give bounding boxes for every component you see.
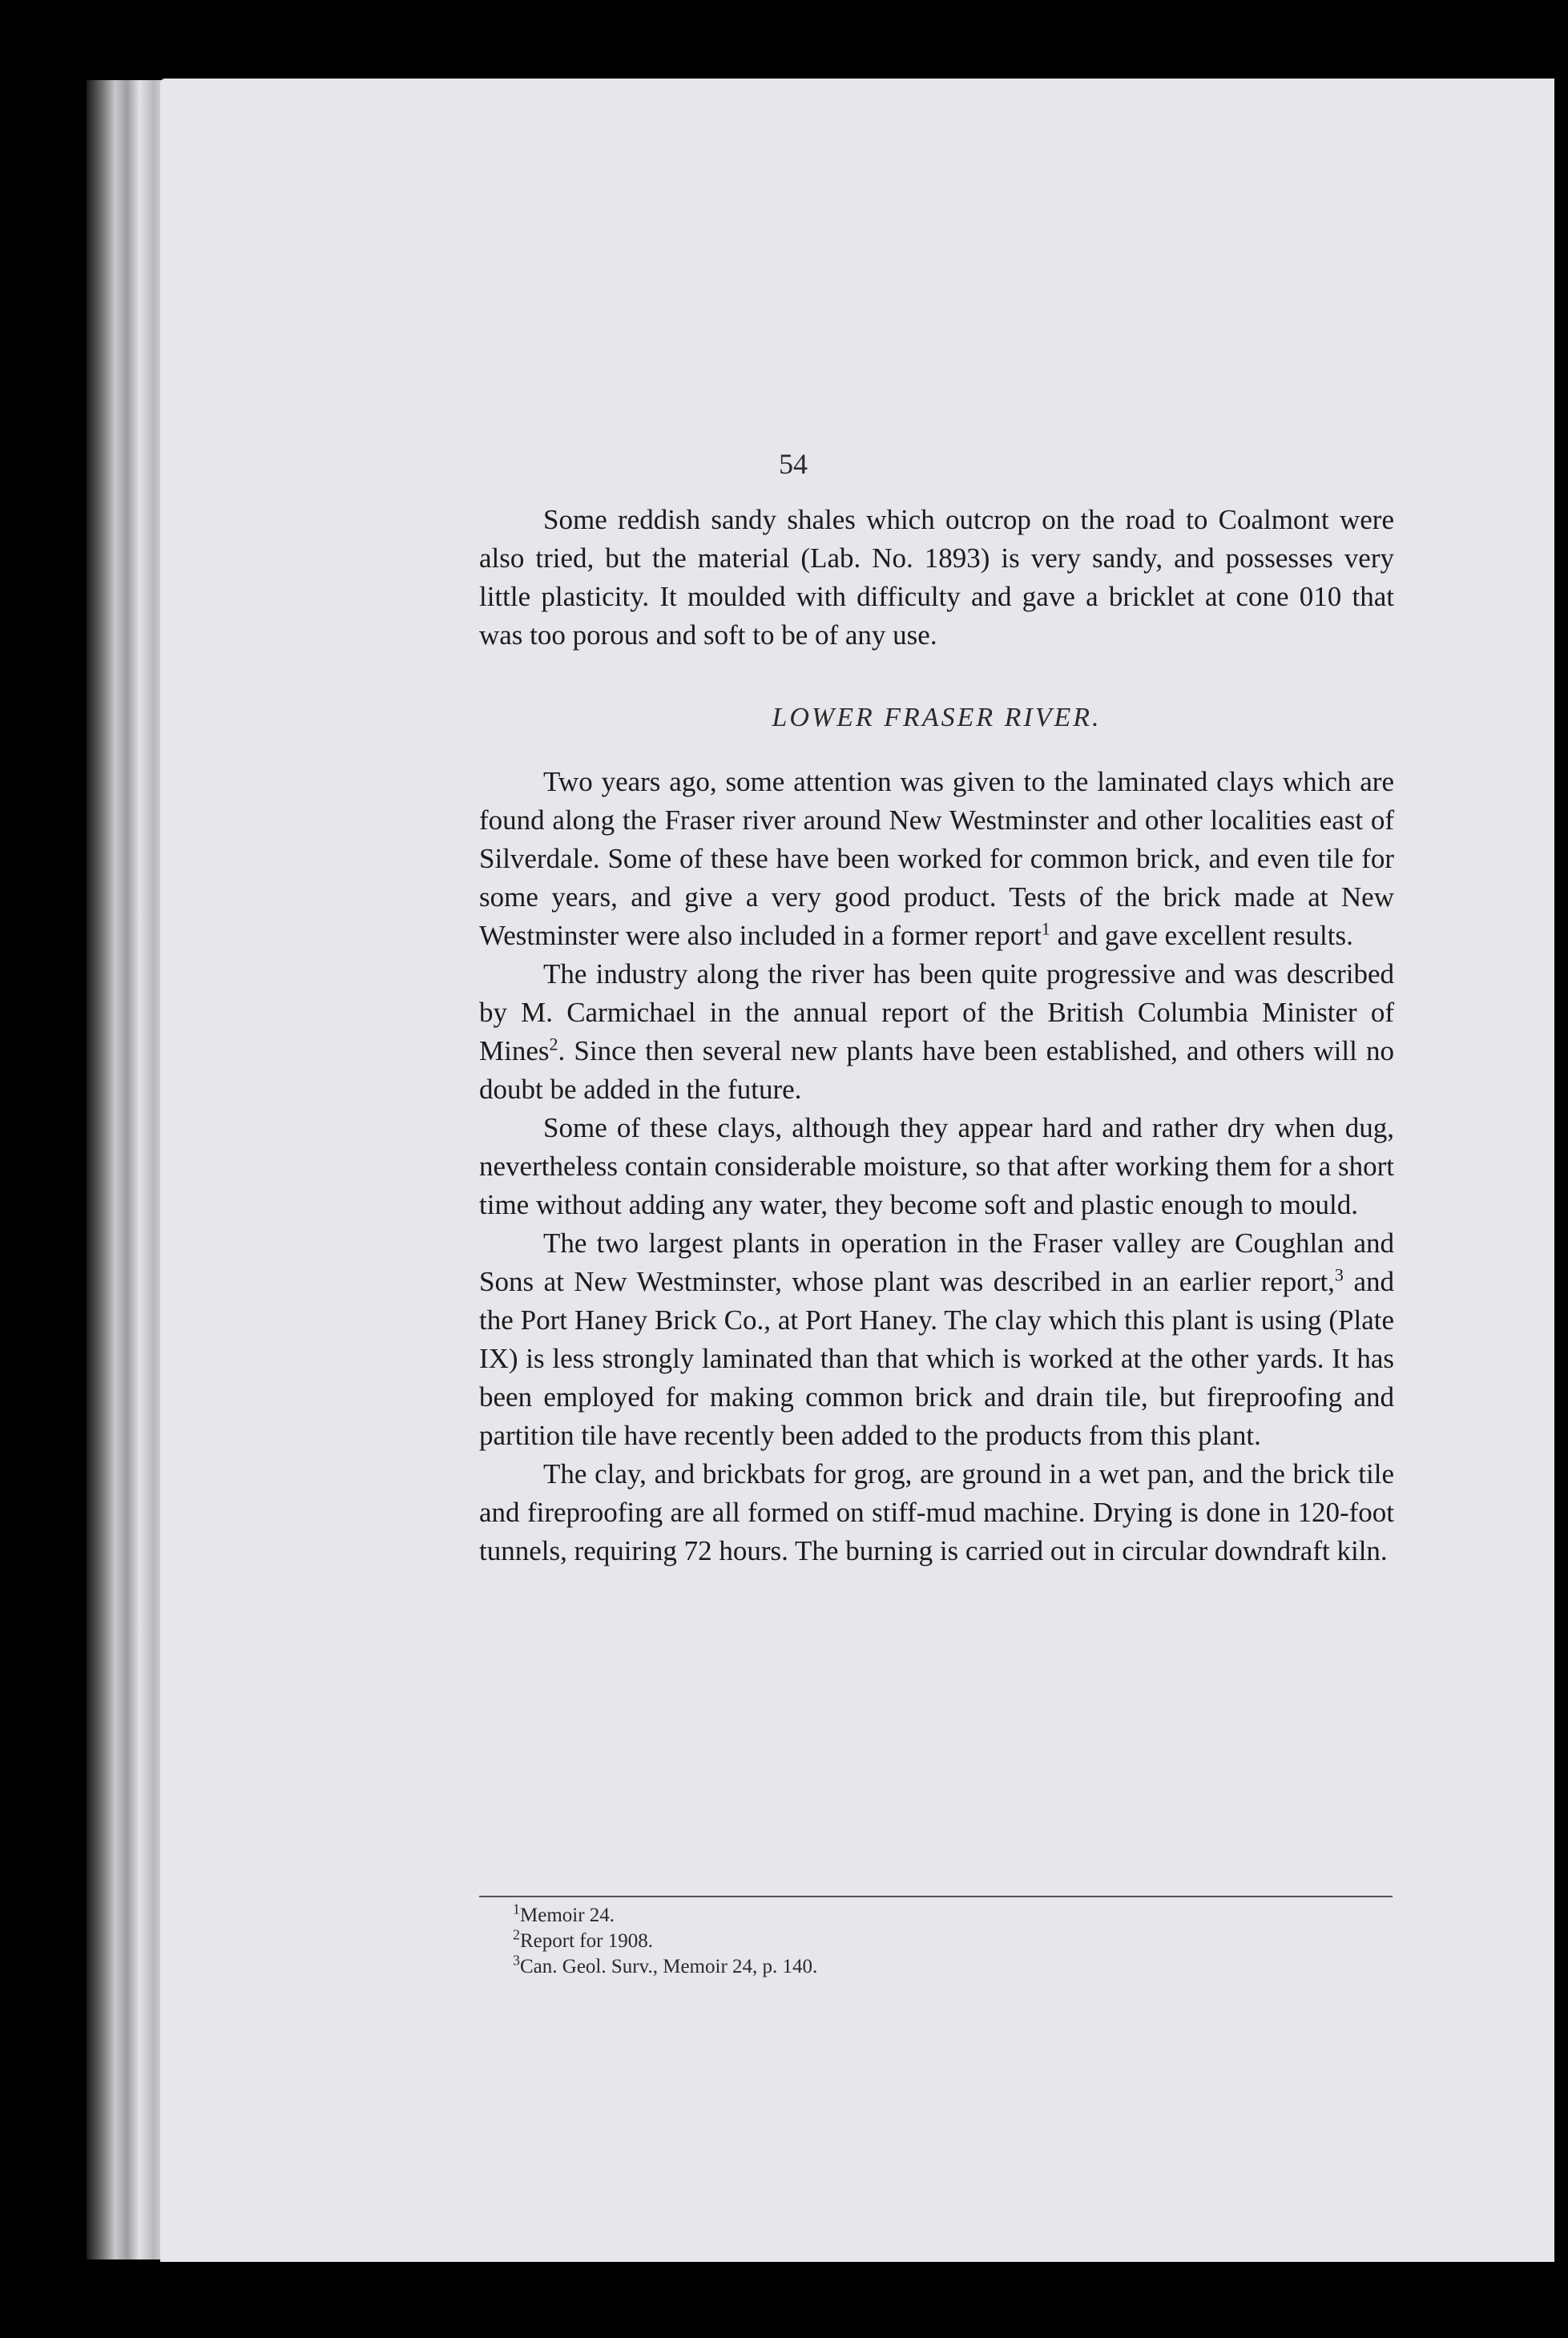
paragraph-text: and the Port Haney Brick Co., at Port Haney. The clay which this plant is using (Plate IX) is less strongly laminated than that which is worked at the other yards. It has been employed for making common brick and drain tile, but fireproofing and partition tile have recently been added to the products from this plant. bbox=[479, 1266, 1394, 1451]
footnote-2 bbox=[513, 1926, 1234, 1954]
paragraph-text: Some of these clays, although they appear hard and rather dry when dug, nevertheless contain considerable moisture, so that after working them for a short time without adding any water, they become soft and plastic enough to mould. bbox=[479, 1112, 1394, 1220]
paragraph-text: The clay, and brickbats for grog, are ground in a wet pan, and the brick tile and fireproofing are all formed on stiff-mud machine. Drying is done in 120-foot tunnels, requiring 72 hours. The burning is carried out in circular downdraft kiln. bbox=[479, 1458, 1394, 1566]
paragraph-text: and gave excellent results. bbox=[1050, 920, 1353, 951]
paragraph-5 bbox=[479, 1455, 1394, 1570]
footnote-mark: 3 bbox=[513, 1952, 520, 1969]
paragraph-text: . Since then several new plants have been established, and others will no doubt be added in the future. bbox=[479, 1035, 1394, 1105]
footnote-mark: 1 bbox=[513, 1901, 520, 1917]
footnotes bbox=[513, 1903, 1234, 1980]
section-title: LOWER FRASER RIVER. bbox=[772, 703, 1102, 732]
paragraph-text: The industry along the river has been quite progressive and was described by M. Carmichael in the annual report of the British Columbia Minister of Mines bbox=[479, 958, 1394, 1066]
footnote-text: Can. Geol. Surv., Memoir 24, p. 140. bbox=[520, 1956, 818, 1977]
page-number: 54 bbox=[779, 448, 808, 480]
paragraph-text: The two largest plants in operation in the Fraser valley are Coughlan and Sons at New Westminster, whose plant was described in an earlier report, bbox=[479, 1227, 1394, 1297]
footnote-text: Memoir 24. bbox=[520, 1905, 615, 1926]
footnote-ref: 2 bbox=[549, 1034, 558, 1054]
footnote-ref: 1 bbox=[1041, 918, 1050, 939]
intro-paragraph: Some reddish sandy shales which outcrop on the road to Coalmont were also tried, but the material (Lab. No. 1893) is very sandy, and possesses very little plasticity. It moulded with difficulty and gave a bricklet at cone 010 that was too porous and soft to be of any use. bbox=[479, 504, 1394, 651]
page-body bbox=[479, 501, 1394, 1570]
footnote-mark: 2 bbox=[513, 1926, 520, 1943]
footnote-3 bbox=[513, 1954, 1234, 1980]
paragraph-2 bbox=[479, 955, 1394, 1109]
footnote-divider bbox=[479, 1896, 1393, 1897]
footnote-text: Report for 1908. bbox=[520, 1930, 653, 1952]
footnote-1 bbox=[513, 1903, 1234, 1929]
paragraph-4 bbox=[479, 1224, 1394, 1455]
footnote-ref: 3 bbox=[1334, 1264, 1344, 1285]
paragraph-1 bbox=[479, 763, 1394, 955]
paragraph-3 bbox=[479, 1109, 1394, 1224]
paragraph-text: Two years ago, some attention was given to the laminated clays which are found along the Fraser river around New Westminster and other localities east of Silverdale. Some of these have been worked for common brick, and even tile for some years, and give a very good product. Tests of the brick made at New Westminster were also included in a former report bbox=[479, 766, 1394, 951]
